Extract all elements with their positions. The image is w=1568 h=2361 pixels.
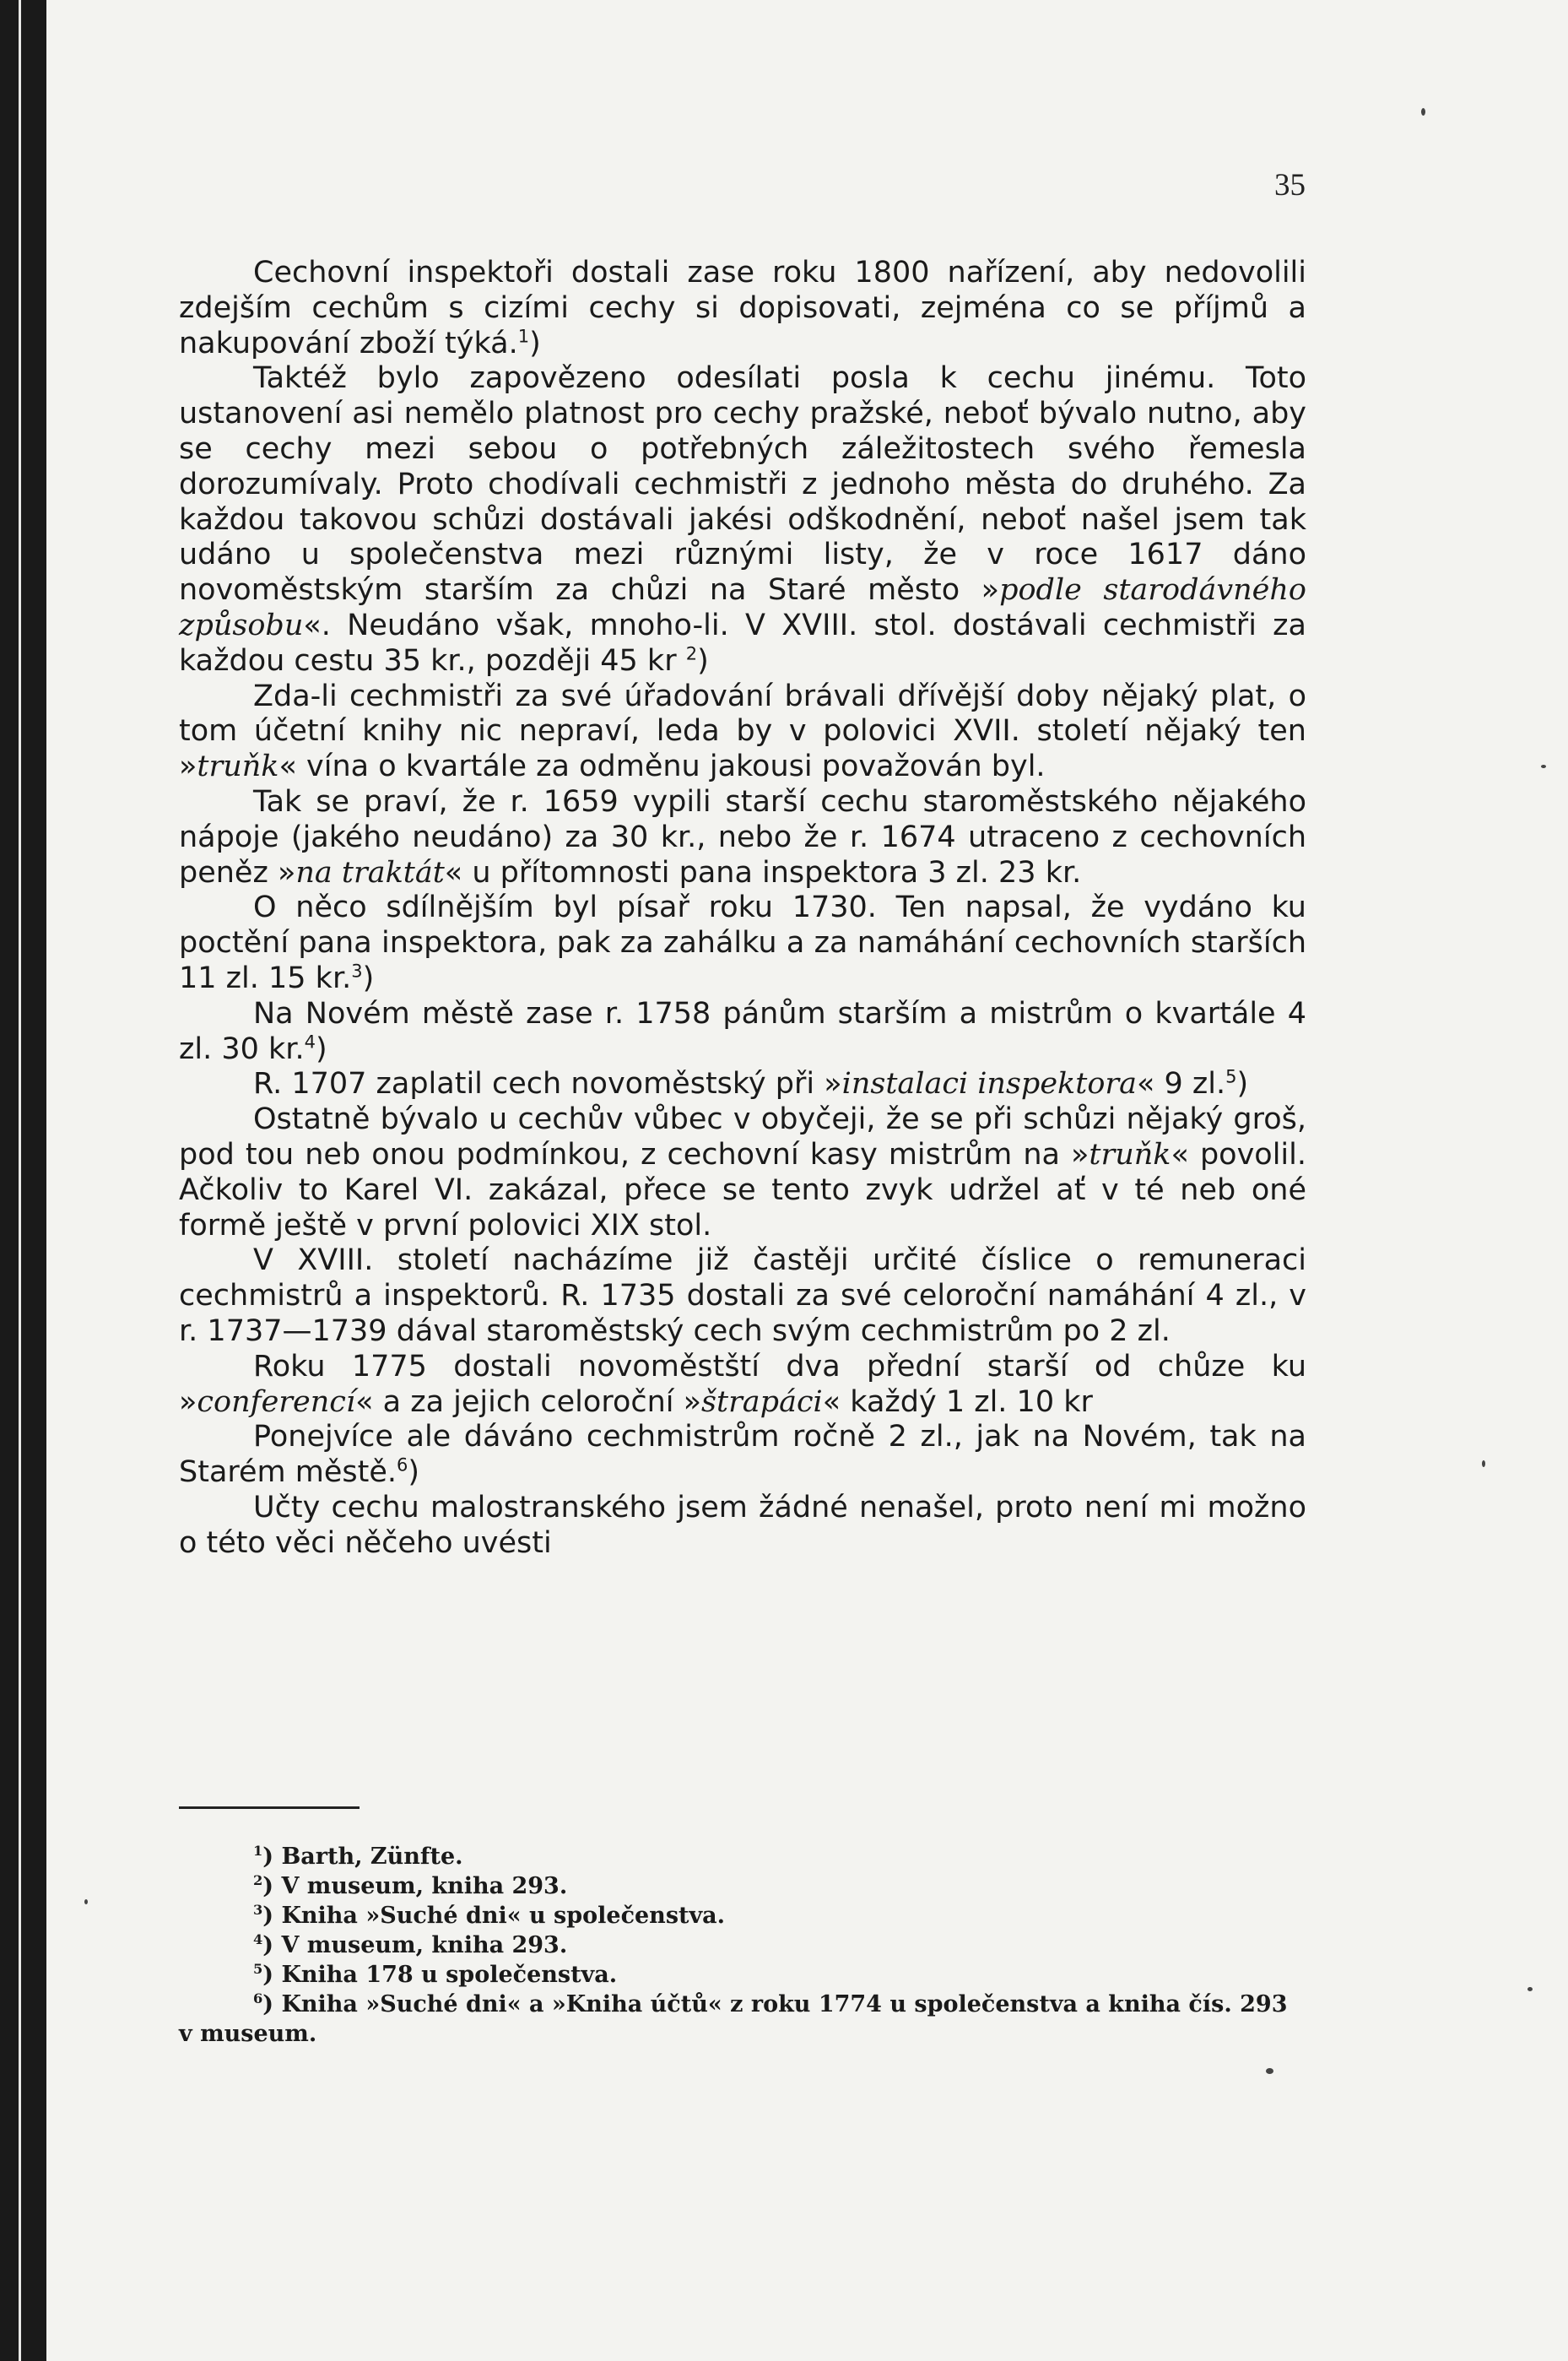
paper-speck	[1541, 765, 1546, 768]
paragraph: Ostatně bývalo u cechův vůbec v obyčeji, že se při schůzi nějaký groš, pod tou neb onou podmínkou, z cechovní kasy mistrům na »truňk« povolil. Ačkoliv to Karel VI. zakázal, přece se tento zvyk udržel ať v té neb oné formě ještě v první polovici XIX stol.	[179, 1102, 1307, 1243]
footnote: $^5$) Kniha 178 u společenstva.	[253, 1961, 618, 1988]
footnote: $^6$) Kniha »Suché dni« a »Kniha účtů« z roku 1774 u společenstva a kniha čís. 293 v museum.	[179, 1990, 1288, 2047]
footnote-ref: 6	[397, 1454, 408, 1476]
footnotes	[179, 1842, 1306, 2049]
italic-phrase: instalaci inspektora	[841, 1067, 1137, 1102]
paragraph: Cechovní inspektoři dostali zase roku 1800 nařízení, aby nedovolili zdejším cechům s cizími cechy si dopisovati, zejména co se příjmů a nakupování zboží týká.$^1$)	[179, 256, 1306, 360]
italic-phrase: truňk	[1089, 1137, 1171, 1172]
italic-phrase: podle starodávného způsobu	[179, 573, 1306, 642]
paragraph: R. 1707 zaplatil cech novoměstský při »instalaci inspektora« 9 zl.$^5$)	[253, 1066, 1249, 1102]
paragraph: Tak se praví, že r. 1659 vypili starší cechu staroměstského nějakého nápoje (jakého neudáno) za 30 kr., nebo že r. 1674 utraceno z cechovních peněz »na traktát« u přítomnosti pana inspektora 3 zl. 23 kr.	[179, 784, 1306, 890]
paragraph: O něco sdílnějším byl písař roku 1730. Ten napsal, že vydáno ku poctění pana inspektora, pak za zahálku a za namáhání cechovních starších 11 zl. 15 kr.$^3$)	[179, 891, 1306, 995]
paragraph: Roku 1775 dostali novoměstští dva přední starší od chůze ku »conferencí« a za jejich celoroční »štrapáci« každý 1 zl. 10 kr	[179, 1349, 1306, 1419]
italic-phrase: na traktát	[295, 855, 445, 890]
paper-speck	[1266, 2068, 1273, 2074]
footnote: $^2$) V museum, kniha 293.	[253, 1872, 568, 1899]
body-text	[179, 256, 1306, 1561]
paragraph: Ponejvíce ale dáváno cechmistrům ročně 2 zl., jak na Novém, tak na Starém městě.$^6$)	[179, 1420, 1306, 1490]
paper-speck	[84, 1899, 88, 1904]
footnote-ref: 5	[1225, 1066, 1237, 1087]
italic-phrase: štrapáci	[701, 1384, 823, 1419]
footnote: $^4$) V museum, kniha 293.	[253, 1931, 568, 1958]
book-edge	[0, 0, 46, 2361]
page-edge-line	[19, 0, 21, 2361]
paper-speck	[1482, 1460, 1485, 1467]
footnote-rule	[179, 1806, 360, 1809]
footnote-ref: 4	[304, 1031, 316, 1052]
page-number: 35	[1274, 168, 1306, 203]
footnote-ref: 1	[517, 325, 530, 346]
paragraph: Na Novém městě zase r. 1758 pánům starším a mistrům o kvartále 4 zl. 30 kr.$^4$)	[179, 996, 1306, 1066]
italic-phrase: truňk	[197, 750, 279, 784]
footnote-ref: 2	[685, 643, 698, 664]
paragraph: V XVIII. století nacházíme již častěji určité číslice o remuneraci cechmistrů a inspektorů. R. 1735 dostali za své celoroční namáhání 4 zl., v r. 1737—1739 dával staroměstský cech svým cechmistrům po 2 zl.	[179, 1243, 1306, 1348]
footnote-ref: 3	[351, 961, 363, 982]
footnote: $^1$) Barth, Zünfte.	[253, 1843, 463, 1870]
footnote: $^3$) Kniha »Suché dni« u společenstva.	[253, 1902, 726, 1929]
paper-speck	[1421, 108, 1425, 116]
italic-phrase: conferencí	[197, 1384, 356, 1419]
paragraph: Zda-li cechmistři za své úřadování brávali dřívější doby nějaký plat, o tom účetní knihy nic nepraví, leda by v polovici XVII. století nějaký ten »truňk« vína o kvartále za odměnu jakousi považován byl.	[179, 679, 1306, 784]
paper-speck	[1527, 1987, 1533, 1991]
paragraph: Taktéž bylo zapovězeno odesílati posla k cechu jinému. Toto ustanovení asi nemělo platnost pro cechy pražské, neboť bývalo nutno, aby se cechy mezi sebou o potřebných záležitostech svého řemesla dorozumívaly. Proto chodívali cechmistři z jednoho města do druhého. Za každou takovou schůzi dostávali jakési odškodnění, neboť našel jsem tak udáno u společenstva mezi různými listy, že v roce 1617 dáno novoměstským starším za chůzi na Staré město »podle starodávného způsobu«. Neudáno však, mnoho-li. V XVIII. stol. dostávali cechmistři za každou cestu 35 kr., později 45 kr $^2$)	[179, 361, 1306, 678]
paragraph: Učty cechu malostranského jsem žádné nenašel, proto není mi možno o této věci něčeho uvésti	[179, 1490, 1306, 1560]
